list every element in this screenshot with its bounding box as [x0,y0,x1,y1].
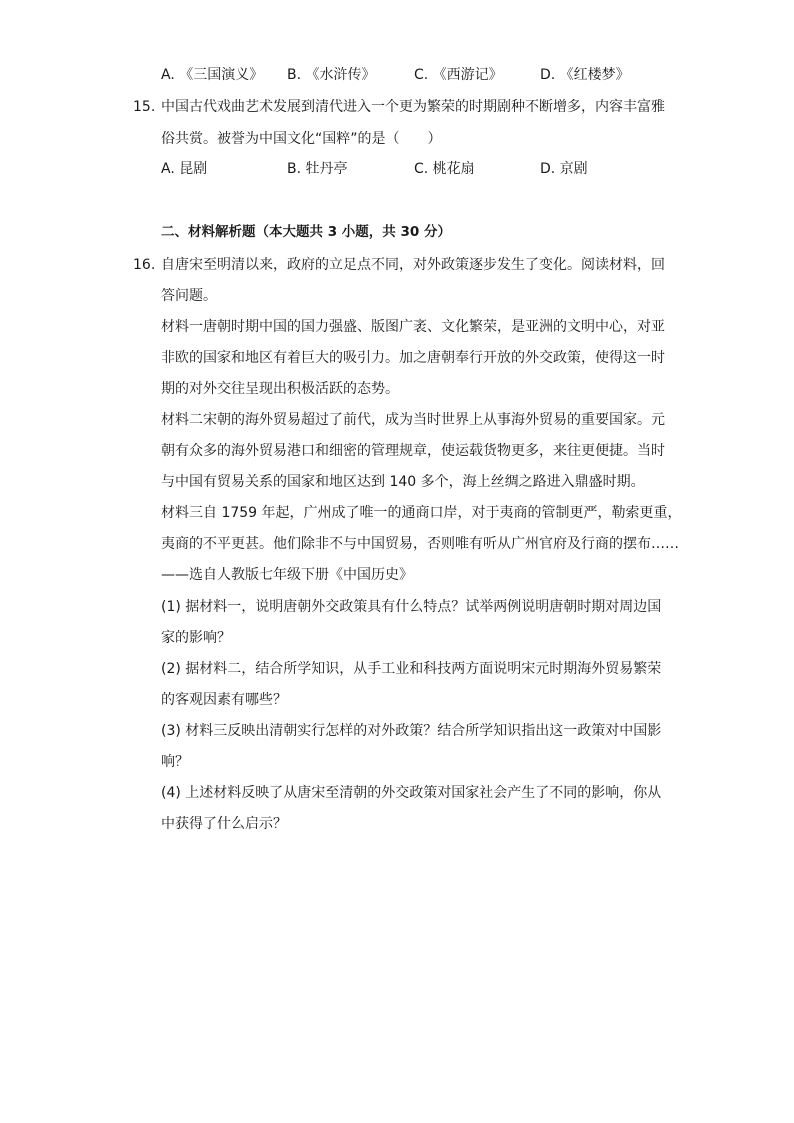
q15-option-c: C. 桃花扇 [414,161,475,177]
material-1-line-2: 非欧的国家和地区有着巨大的吸引力。加之唐朝奉行开放的外交政策，使得这一时 [161,350,665,366]
q15-option-d: D. 京剧 [540,161,588,177]
q14-option-c: C. 《西游记》 [414,67,503,83]
material-3-line-1: 材料三自 1759 年起，广州成了唯一的通商口岸，对于夷商的管制更严，勒索更重， [161,505,682,521]
sub-question-4-line-2: 中获得了什么启示？ [161,816,287,832]
sub-question-2-line-2: 的客观因素有哪些？ [161,692,287,708]
q14-option-d: D. 《红楼梦》 [540,67,630,83]
q15-stem-line-1: 中国古代戏曲艺术发展到清代进入一个更为繁荣的时期剧种不断增多，内容丰富雅 [161,99,665,115]
sub-question-1-line-2: 家的影响？ [161,630,231,646]
q15-option-a: A. 昆剧 [161,161,208,177]
section-heading: 二、材料解析题（本大题共 3 小题，共 30 分） [161,224,451,240]
sub-question-4-line-1: (4) 上述材料反映了从唐宋至清朝的外交政策对国家社会产生了不同的影响，你从 [161,785,662,801]
q14-option-a: A. 《三国演义》 [161,67,264,83]
material-3-source: ——选自人教版七年级下册《中国历史》 [161,567,413,583]
material-3-line-2: 夷商的不平更甚。他们除非不与中国贸易，否则唯有听从广州官府及行商的摆布…… [161,536,679,552]
q15-option-b: B. 牡丹亭 [287,161,348,177]
question-number-15: 15. [133,99,156,115]
sub-question-3-line-1: (3) 材料三反映出清朝实行怎样的对外政策？结合所学知识指出这一政策对中国影 [161,723,662,739]
material-2-line-2: 朝有众多的海外贸易港口和细密的管理规章，使运载货物更多，来往更便捷。当时 [161,443,665,459]
material-2-line-1: 材料二宋朝的海外贸易超过了前代，成为当时世界上从事海外贸易的重要国家。元 [161,412,665,428]
sub-question-3-line-2: 响？ [161,754,189,770]
q16-intro-line-2: 答问题。 [161,288,217,304]
q14-option-b: B. 《水浒传》 [287,67,376,83]
material-1-line-1: 材料一唐朝时期中国的国力强盛、版图广袤、文化繁荣，是亚洲的文明中心，对亚 [161,319,665,335]
material-1-line-3: 期的对外交往呈现出积极活跃的态势。 [161,381,399,397]
sub-question-1-line-1: (1) 据材料一，说明唐朝外交政策具有什么特点？试举两例说明唐朝时期对周边国 [161,599,662,615]
question-number-16: 16. [133,257,156,273]
q16-intro-line-1: 自唐宋至明清以来，政府的立足点不同，对外政策逐步发生了变化。阅读材料，回 [161,257,665,273]
sub-question-2-line-1: (2) 据材料二，结合所学知识，从手工业和科技两方面说明宋元时期海外贸易繁荣 [161,661,662,677]
material-2-line-3: 与中国有贸易关系的国家和地区达到 140 多个，海上丝绸之路进入鼎盛时期。 [161,474,645,490]
q15-stem-line-2: 俗共赏。被誉为中国文化“国粹”的是（ ） [161,131,442,147]
